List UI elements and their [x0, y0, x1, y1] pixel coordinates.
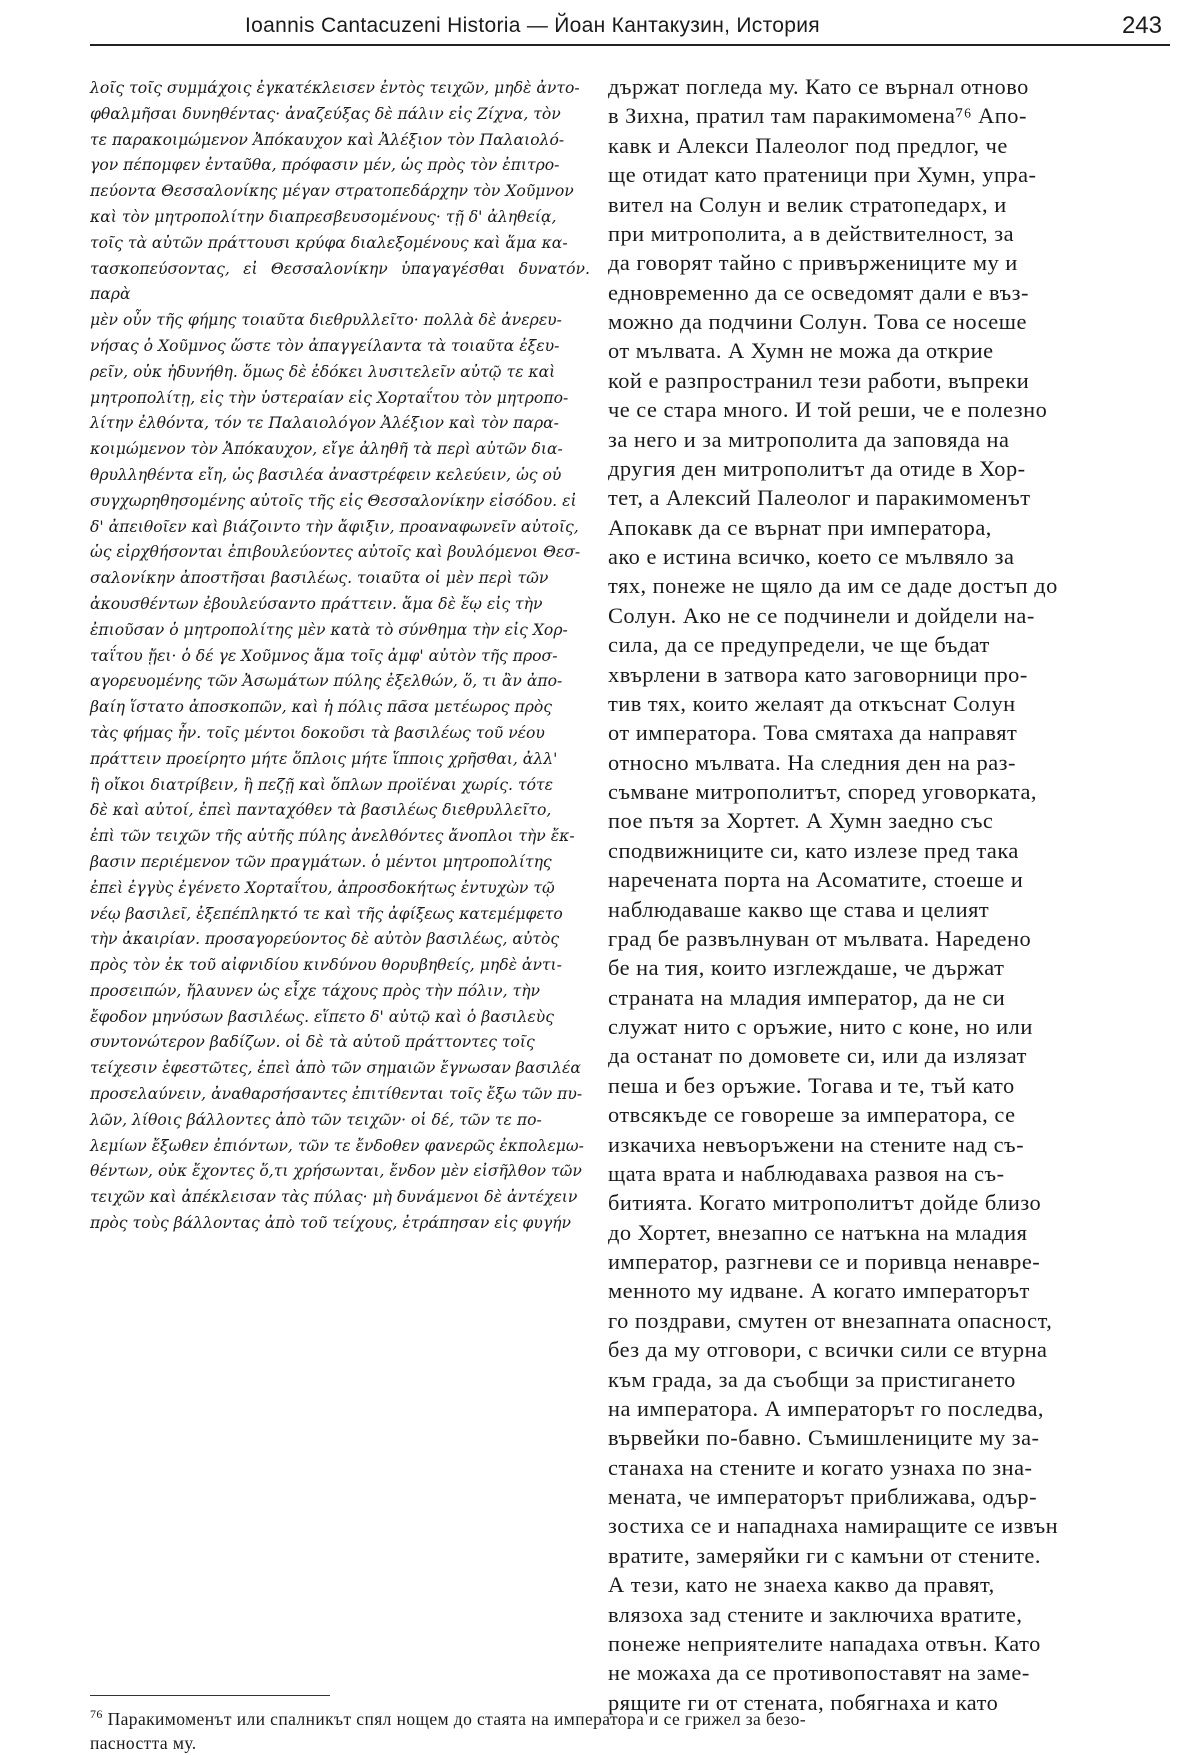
- footnote-number: 76: [90, 1707, 103, 1721]
- bulgarian-translation-column: държат погледа му. Като се върнал отново в Зихна, пратил там паракимомена⁷⁶ Апо- кавк и Алекси Палеолог под предлог, че ще отидат като пратеници при Хумн, упра- вител на Солун и велик стратопедарх, и при митрополита, а в действителност, за да говорят тайно с привържениците му и едновременно да се осведомят дали е въз- можно да подчини Солун. Това се носеше от мълвата. А Хумн не можа да открие кой е разпространил тези работи, въпреки че се стара много. И той реши, че е полезно за него и за митрополита да заповяда на другия ден митрополитът да отиде в Хор- тет, а Алексий Палеолог и паракимоменът Апокавк да се върнат при императора, ако е истина всичко, което се мълвяло за тях, понеже не щяло да им се даде достъп до Солун. Ако не се подчинели и дойдели на- сила, да се предупредели, че ще бъдат хвърлени в затвора като заговорници про- тив тях, които желаят да откъснат Солун от императора. Това смятаха да направят относно мълвата. На следния ден на раз- съмване митрополитът, според уговорката, пое пътя за Хортет. А Хумн заедно със сподвижниците си, като излезе пред така наречената порта на Асоматите, стоеше и наблюдаваше какво ще става и целият град бе развълнуван от мълвата. Наредено бе на тия, които изглеждаше, че държат страната на младия император, да не си служат нито с оръжие, нито с коне, но или да останат по домовете си, или да излязат пеша и без оръжие. Тогава и те, тъй като отвсякъде се говореше за императора, се изкачиха невъоръжени на стените над съ- щата врата и наблюдаваха развоя на съ- битията. Когато митрополитът дойде близо до Хортет, внезапно се натъкна на младия император, разгневи се и поривца ненавре- менното му идване. А когато императорът го поздрави, смутен от внезапната опасност, без да му отговори, с всички сили се втурна към града, за да съобщи за пристигането на императора. А императорът го последва, вървейки по-бавно. Съмишлениците му за- станаха на стените и когато узнаха по зна- мената, че императорът приближава, одър- зостиха се и нападнаха намиращите се извън вратите, замеряйки ги с камъни от стените. А тези, като не знаеха какво да правят, влязоха зад стените и заключиха вратите, понеже неприятелите нападаха отвън. Като не можаха да се противопоставят на заме- рящите ги от стената, побягнаха и като: [608, 74, 1059, 1715]
- footnote: [90, 1702, 1180, 1755]
- running-title: Ioannis Cantacuzeni Historia — Йоан Кантакузин, История: [245, 14, 820, 37]
- footnote-separator: [90, 1695, 330, 1696]
- greek-text-column: λοῖς τοῖς συμμάχοις ἐγκατέκλεισεν ἐντὸς τειχῶν, μηδὲ ἀντο- φθαλμῆσαι δυνηθέντας· ἀναζεύξας δὲ πάλιν εἰς Ζίχνα, τὸν τε παρακοιμώμενον Ἀπόκαυχον καὶ Ἀλέξιον τὸν Παλαιολό- γον πέπομφεν ἐνταῦθα, πρόφασιν μέν, ὡς πρὸς τὸν ἐπιτρο- πεύοντα Θεσσαλονίκης μέγαν στρατοπεδάρχην τὸν Χοῦμνον καὶ τὸν μητροπολίτην διαπρεσβευσομένους· τῇ δ' ἀληθείᾳ, τοῖς τὰ αὐτῶν πράττουσι κρύφα διαλεξομένους καὶ ἅμα κα- τασκοπεύσοντας, εἰ Θεσσαλονίκην ὑπαγαγέσθαι δυνατόν. παρὰ μὲν οὖν τῆς φήμης τοιαῦτα διεθρυλλεῖτο· πολλὰ δὲ ἀνερευ- νήσας ὁ Χοῦμνος ὥστε τὸν ἀπαγγείλαντα τὰ τοιαῦτα ἐξευ- ρεῖν, οὐκ ἠδυνήθη. ὅμως δὲ ἐδόκει λυσιτελεῖν αὐτῷ τε καὶ μητροπολίτῃ, εἰς τὴν ὑστεραίαν εἰς Χορταΐτου τὸν μητροπο- λίτην ἐλθόντα, τόν τε Παλαιολόγον Ἀλέξιον καὶ τὸν παρα- κοιμώμενον τὸν Ἀπόκαυχον, εἴγε ἀληθῆ τὰ περὶ αὐτῶν δια- θρυλληθέντα εἴη, ὡς βασιλέα ἀναστρέφειν κελεύειν, ὡς οὐ συγχωρηθησομένης αὐτοῖς τῆς εἰς Θεσσαλονίκην εἰσόδου. εἰ δ' ἀπειθοῖεν καὶ βιάζοιντο τὴν ἄφιξιν, προαναφωνεῖν αὐτοῖς, ὡς εἰρχθήσονται ἐπιβουλεύοντες αὐτοῖς καὶ βουλόμενοι Θεσ- σαλονίκην ἀποστῆσαι βασιλέως. τοιαῦτα οἱ μὲν περὶ τῶν ἀκουσθέντων ἐβουλεύσαντο πράττειν. ἅμα δὲ ἕῳ εἰς τὴν ἐπιοῦσαν ὁ μητροπολίτης μὲν κατὰ τὸ σύνθημα τὴν εἰς Χορ- ταΐτου ᾔει· ὁ δέ γε Χοῦμνος ἅμα τοῖς ἀμφ' αὐτὸν τῆς προσ- αγορευομένης τῶν Ἀσωμάτων πύλης ἐξελθών, ὅ, τι ἂν ἀπο- βαίη ἵστατο ἀποσκοπῶν, καὶ ἡ πόλις πᾶσα μετέωρος πρὸς τὰς φήμας ἦν. τοῖς μέντοι δοκοῦσι τὰ βασιλέως τοῦ νέου πράττειν προείρητο μήτε ὅπλοις μήτε ἵπποις χρῆσθαι, ἀλλ' ἢ οἴκοι διατρίβειν, ἢ πεζῇ καὶ ὅπλων προϊέναι χωρίς. τότε δὲ καὶ αὐτοί, ἐπεὶ πανταχόθεν τὰ βασιλέως διεθρυλλεῖτο, ἐπὶ τῶν τειχῶν τῆς αὐτῆς πύλης ἀνελθόντες ἄνοπλοι τὴν ἔκ- βασιν περιέμενον τῶν πραγμάτων. ὁ μέντοι μητροπολίτης ἐπεὶ ἐγγὺς ἐγένετο Χορταΐτου, ἀπροσδοκήτως ἐντυχὼν τῷ νέῳ βασιλεῖ, ἐξεπέπληκτό τε καὶ τῆς ἀφίξεως κατεμέμφετο τὴν ἀκαιρίαν. προσαγορεύοντος δὲ αὐτὸν βασιλέως, αὐτὸς πρὸς τὸν ἐκ τοῦ αἰφνιδίου κινδύνου θορυβηθείς, μηδὲ ἀντι- προσειπών, ἤλαυνεν ὡς εἶχε τάχους πρὸς τὴν πόλιν, τὴν ἔφοδον μηνύσων βασιλέως. εἵπετο δ' αὐτῷ καὶ ὁ βασιλεὺς συντονώτερον βαδίζων. οἱ δὲ τὰ αὐτοῦ πράττοντες τοῖς τείχεσιν ἐφεστῶτες, ἐπεὶ ἀπὸ τῶν σημαιῶν ἔγνωσαν βασιλέα προσελαύνειν, ἀναθαρσήσαντες ἐπιτίθενται τοῖς ἔξω τῶν πυ- λῶν, λίθοις βάλλοντες ἀπὸ τῶν τειχῶν· οἱ δέ, τῶν τε πο- λεμίων ἔξωθεν ἐπιόντων, τῶν τε ἔνδοθεν φανερῶς ἐκπολεμω- θέντων, οὐκ ἔχοντες ὅ,τι χρήσωνται, ἔνδον μὲν εἰσῆλθον τῶν τειχῶν καὶ ἀπέκλεισαν τὰς πύλας· μὴ δυνάμενοι δὲ ἀντέχειν πρὸς τοὺς βάλλοντας ἀπὸ τοῦ τείχους, ἐτράπησαν εἰς φυγήν: [90, 79, 590, 1233]
- page-header: [90, 8, 1170, 46]
- page-number: 243: [1121, 12, 1162, 39]
- footnote-text: Паракимоменът или спалникът спял нощем до стаята на императора и се грижел за безо- пасността му.: [90, 1708, 807, 1753]
